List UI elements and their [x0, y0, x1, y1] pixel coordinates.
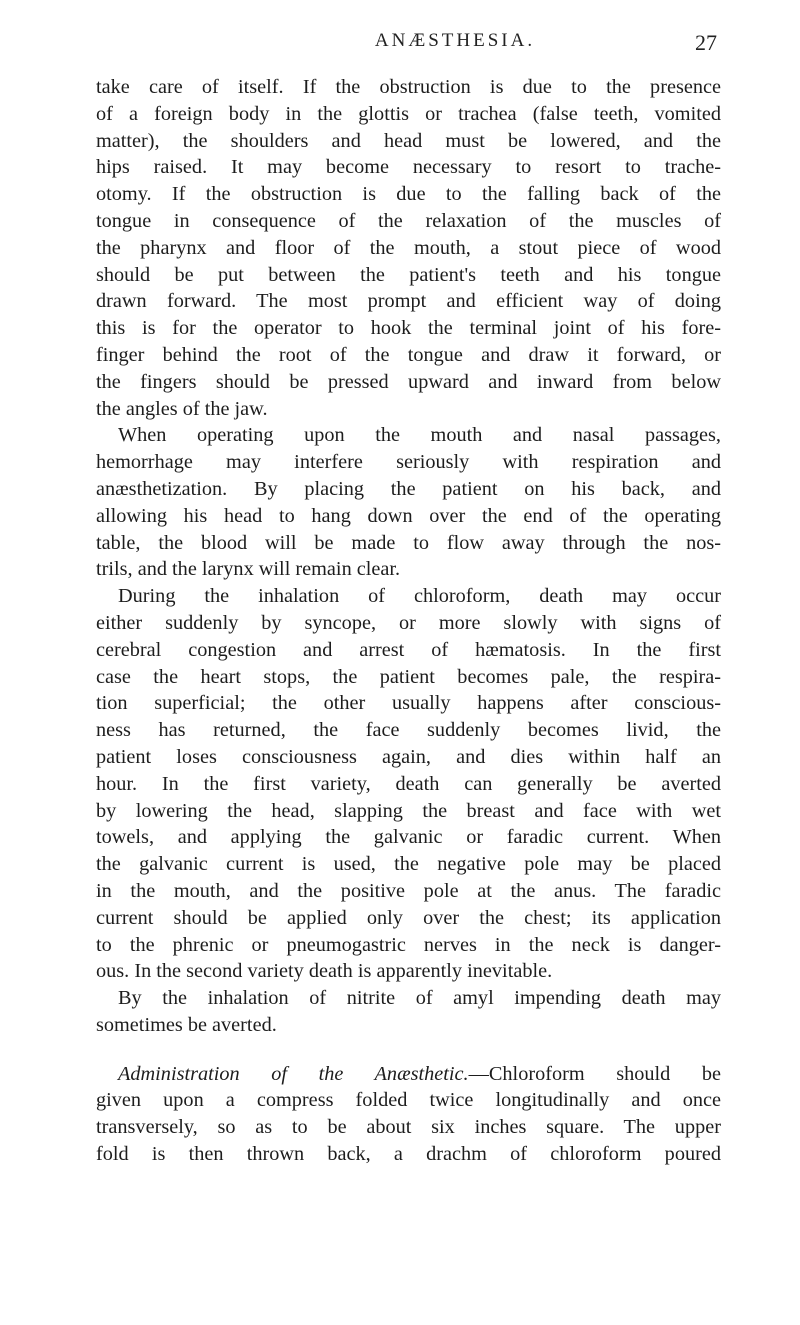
text-line: patient loses consciousness again, and dies within half an [96, 745, 721, 768]
paragraph-gap [96, 1039, 721, 1061]
text-line: otomy. If the obstruction is due to the falling back of the [96, 183, 721, 206]
text-line: ous. In the second variety death is apparently inevitable. [96, 960, 553, 983]
text-line: in the mouth, and the positive pole at the anus. The faradic [96, 879, 721, 902]
heading-line-rest: —Chloroform should be [468, 1062, 721, 1085]
text-line: matter), the shoulders and head must be lowered, and the [96, 129, 721, 152]
text-line: fold is then thrown back, a drachm of chloroform poured [96, 1143, 721, 1166]
running-head-title: ANÆSTHESIA. [374, 30, 536, 51]
text-line: hips raised. It may become necessary to resort to trache- [96, 156, 721, 179]
paragraph-obstruction [96, 74, 721, 422]
text-line: hour. In the first variety, death can generally be averted [96, 772, 721, 795]
text-line: sometimes be averted. [96, 1013, 277, 1036]
section-heading: Administration of the Anæsthetic. [118, 1062, 469, 1085]
text-line: given upon a compress folded twice longitudinally and once [96, 1089, 721, 1112]
text-line: to the phrenic or pneumogastric nerves in the neck is danger- [96, 933, 721, 956]
text-line: By the inhalation of nitrite of amyl impending death may [118, 987, 721, 1010]
text-line: anæsthetization. By placing the patient on his back, and [96, 477, 721, 500]
text-line: ness has returned, the face suddenly becomes livid, the [96, 719, 721, 742]
text-line: case the heart stops, the patient becomes pale, the respira- [96, 665, 721, 688]
text-line: During the inhalation of chloroform, death may occur [118, 585, 721, 608]
text-line: tion superficial; the other usually happens after conscious- [96, 692, 721, 715]
text-line: transversely, so as to be about six inches square. The upper [96, 1116, 721, 1139]
text-line [96, 1061, 721, 1088]
running-head [0, 30, 800, 58]
text-line: trils, and the larynx will remain clear. [96, 558, 401, 581]
text-line: towels, and applying the galvanic or faradic current. When [96, 826, 721, 849]
text-line: table, the blood will be made to flow away through the nos- [96, 531, 721, 554]
text-line: the angles of the jaw. [96, 397, 268, 420]
text-line: the pharynx and floor of the mouth, a stout piece of wood [96, 236, 721, 259]
text-line: the galvanic current is used, the negative pole may be placed [96, 853, 721, 876]
text-line: When operating upon the mouth and nasal passages, [118, 424, 721, 447]
text-line: finger behind the root of the tongue and draw it forward, or [96, 343, 721, 366]
text-line: tongue in consequence of the relaxation of the muscles of [96, 209, 721, 232]
text-line: either suddenly by syncope, or more slowly with signs of [96, 611, 721, 634]
paragraph-administration [96, 1061, 721, 1168]
text-line: take care of itself. If the obstruction is due to the presence [96, 76, 721, 98]
text-line: current should be applied only over the chest; its application [96, 906, 721, 929]
text-line: by lowering the head, slapping the breast and face with wet [96, 799, 721, 822]
text-line: should be put between the patient's teeth and his tongue [96, 263, 721, 286]
text-line: of a foreign body in the glottis or trachea (false teeth, vomited [96, 102, 721, 125]
text-line: cerebral congestion and arrest of hæmatosis. In the first [96, 638, 721, 661]
page-number: 27 [695, 30, 717, 55]
text-line: allowing his head to hang down over the end of the operating [96, 504, 721, 527]
text-line: hemorrhage may interfere seriously with respiration and [96, 451, 721, 474]
text-line: the fingers should be pressed upward and inward from below [96, 370, 721, 393]
text-line: drawn forward. The most prompt and efficient way of doing [96, 290, 721, 313]
text-line: this is for the operator to hook the terminal joint of his fore- [96, 317, 721, 340]
paragraph-hemorrhage [96, 422, 721, 583]
body-text [96, 74, 721, 1168]
paragraph-chloroform-death [96, 583, 721, 1039]
